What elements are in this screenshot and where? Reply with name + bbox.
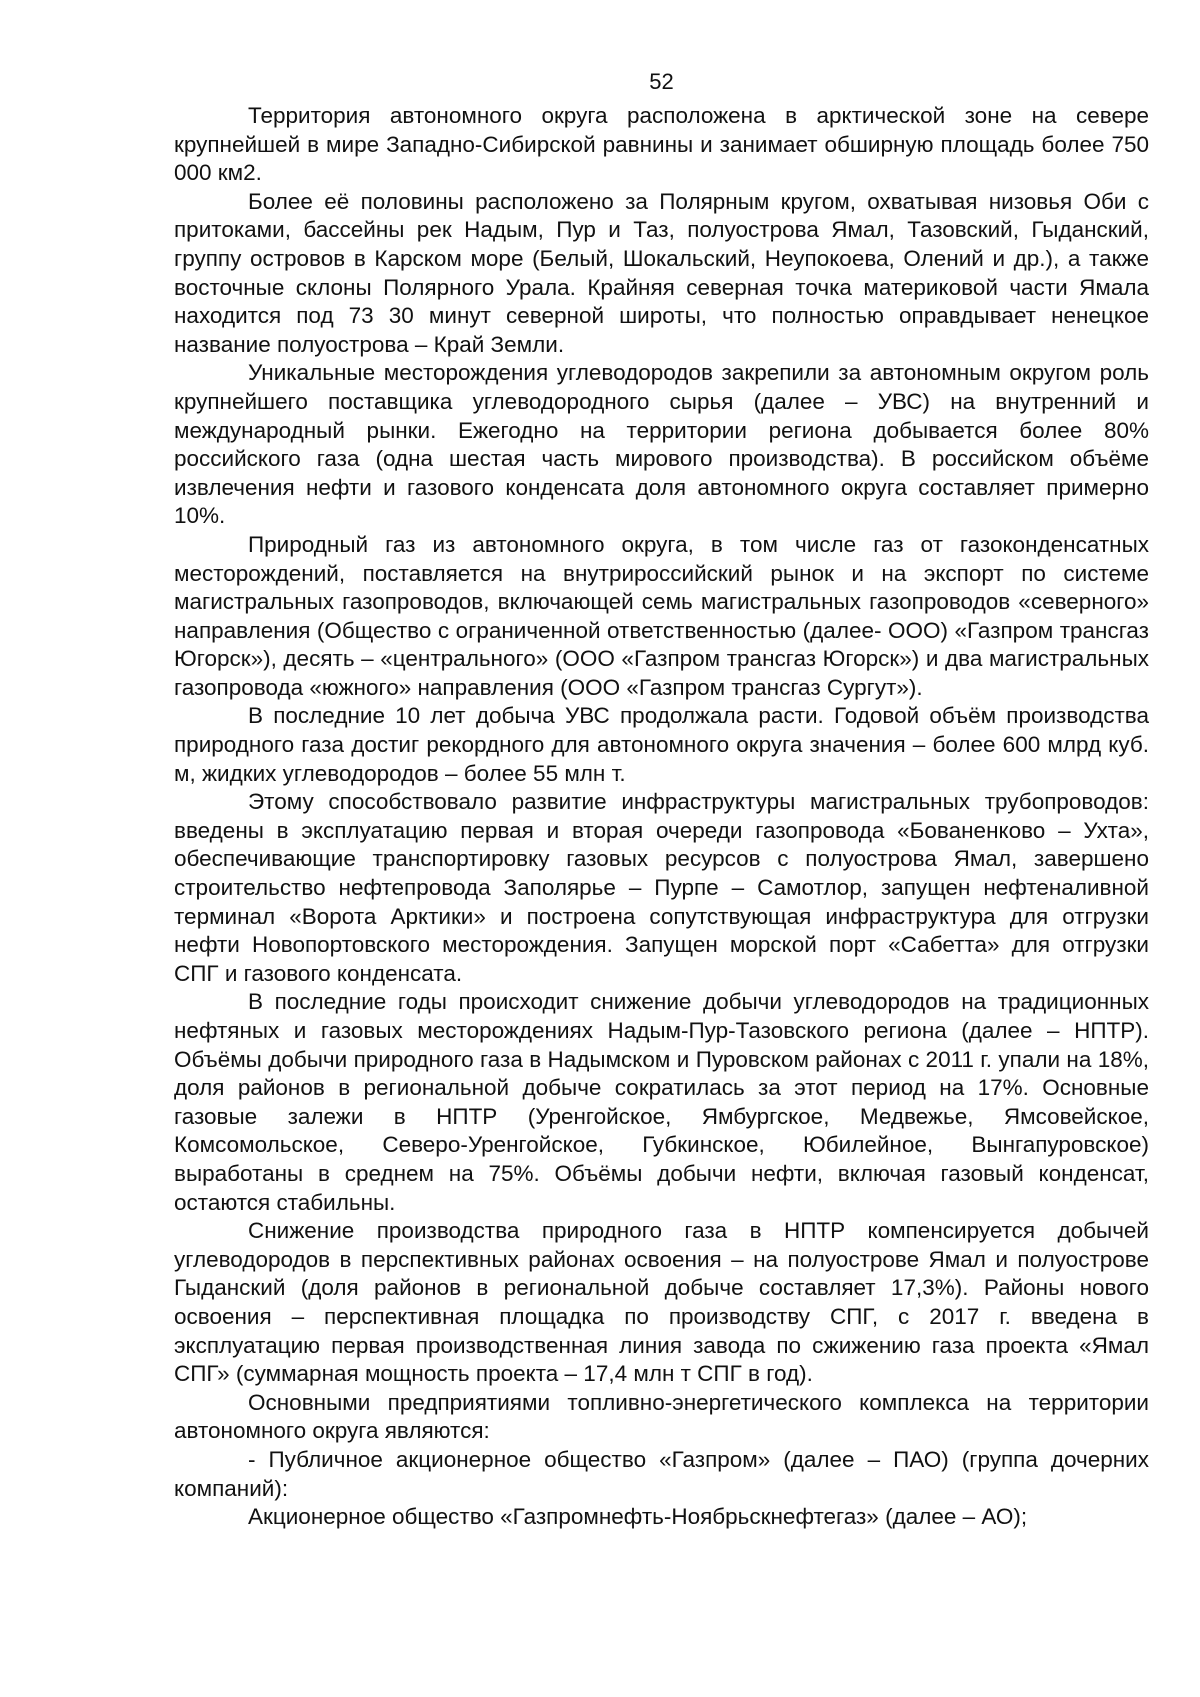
page-number: 52: [649, 69, 674, 94]
paragraph-hydrocarbons: Уникальные месторождения углеводородов закрепили за автономным округом роль крупнейшего поставщика углеводородного сырья (далее – УВС) на внутренний и международный рынки. Ежегодно на территории региона добывается более 80% российского газа (одна шестая часть мирового производства). В российском объёме извлечения нефти и газового конденсата доля автономного округа составляет примерно 10%.: [174, 360, 1149, 529]
paragraph-main-enterprises: Основными предприятиями топливно-энергетического комплекса на территории автономного округа являются:: [174, 1389, 1149, 1444]
list-item-gazprom: - Публичное акционерное общество «Газпром» (далее – ПАО) (группа дочерних компаний):: [174, 1446, 1149, 1501]
paragraph-production-growth: В последние 10 лет добыча УВС продолжала расти. Годовой объём производства природного газа достиг рекордного для автономного округа значения – более 600 млрд куб. м, жидких углеводородов – более 55 млн т.: [174, 703, 1149, 786]
paragraph-gazpromneft: Акционерное общество «Газпромнефть-Ноябрьскнефтегаз» (далее – АО);: [248, 1504, 1028, 1530]
paragraph-infrastructure: Этому способствовало развитие инфраструктуры магистральных трубопроводов: введены в эксплуатацию первая и вторая очереди газопровода «Бованенково – Ухта», обеспечивающие транспортировку газовых ресурсов с полуострова Ямал, завершено строительство нефтепровода Заполярье – Пурпе – Самотлор, запущен нефтеналивной терминал «Ворота Арктики» и построена сопутствующая инфраструктура для отгрузки нефти Новопортовского месторождения. Запущен морской порт «Сабетта» для отгрузки СПГ и газового конденсата.: [174, 789, 1149, 986]
paragraph-production-decline: В последние годы происходит снижение добычи углеводородов на традиционных нефтяных и газовых месторождениях Надым-Пур-Тазовского региона (далее – НПТР). Объёмы добычи природного газа в Надымском и Пуровском районах с 2011 г. упали на 18%, доля районов в региональной добыче сократилась за этот период на 17%. Основные газовые залежи в НПТР (Уренгойское, Ямбургское, Медвежье, Ямсовейское, Комсомольское, Северо-Уренгойское, Губкинское, Юбилейное, Вынгапуровское) выработаны в среднем на 75%. Объёмы добычи нефти, включая газовый конденсат, остаются стабильны.: [174, 989, 1149, 1215]
document-page: [174, 68, 1149, 1532]
paragraph-gas-transport: Природный газ из автономного округа, в том числе газ от газоконденсатных месторождений, поставляется на внутрироссийский рынок и на экспорт по системе магистральных газопроводов, включающей семь магистральных газопроводов «северного» направления (Общество с ограниченной ответственностью (далее- ООО) «Газпром трансгаз Югорск»), десять – «центрального» (ООО «Газпром трансгаз Югорск») и два магистральных газопровода «южного» направления (ООО «Газпром трансгаз Сургут»).: [174, 531, 1149, 700]
paragraph-new-regions: Снижение производства природного газа в НПТР компенсируется добычей углеводородов в перспективных районах освоения – на полуострове Ямал и полуострове Гыданский (доля районов в региональной добыче составляет 17,3%). Районы нового освоения – перспективная площадка по производству СПГ, с 2017 г. введена в эксплуатацию первая производственная линия завода по сжижению газа проекта «Ямал СПГ» (суммарная мощность проекта – 17,4 млн т СПГ в год).: [174, 1218, 1149, 1387]
paragraph-geography: Более её половины расположено за Полярным кругом, охватывая низовья Оби с притоками, бассейны рек Надым, Пур и Таз, полуострова Ямал, Тазовский, Гыданский, группу островов в Карском море (Белый, Шокальский, Неупокоева, Олений и др.), а также восточные склоны Полярного Урала. Крайняя северная точка материковой части Ямала находится под 73 30 минут северной широты, что полностью оправдывает ненецкое название полуострова – Край Земли.: [174, 188, 1149, 357]
paragraph-territory: Территория автономного округа расположена в арктической зоне на севере крупнейшей в мире Западно-Сибирской равнины и занимает обширную площадь более 750 000 км2.: [174, 103, 1149, 186]
